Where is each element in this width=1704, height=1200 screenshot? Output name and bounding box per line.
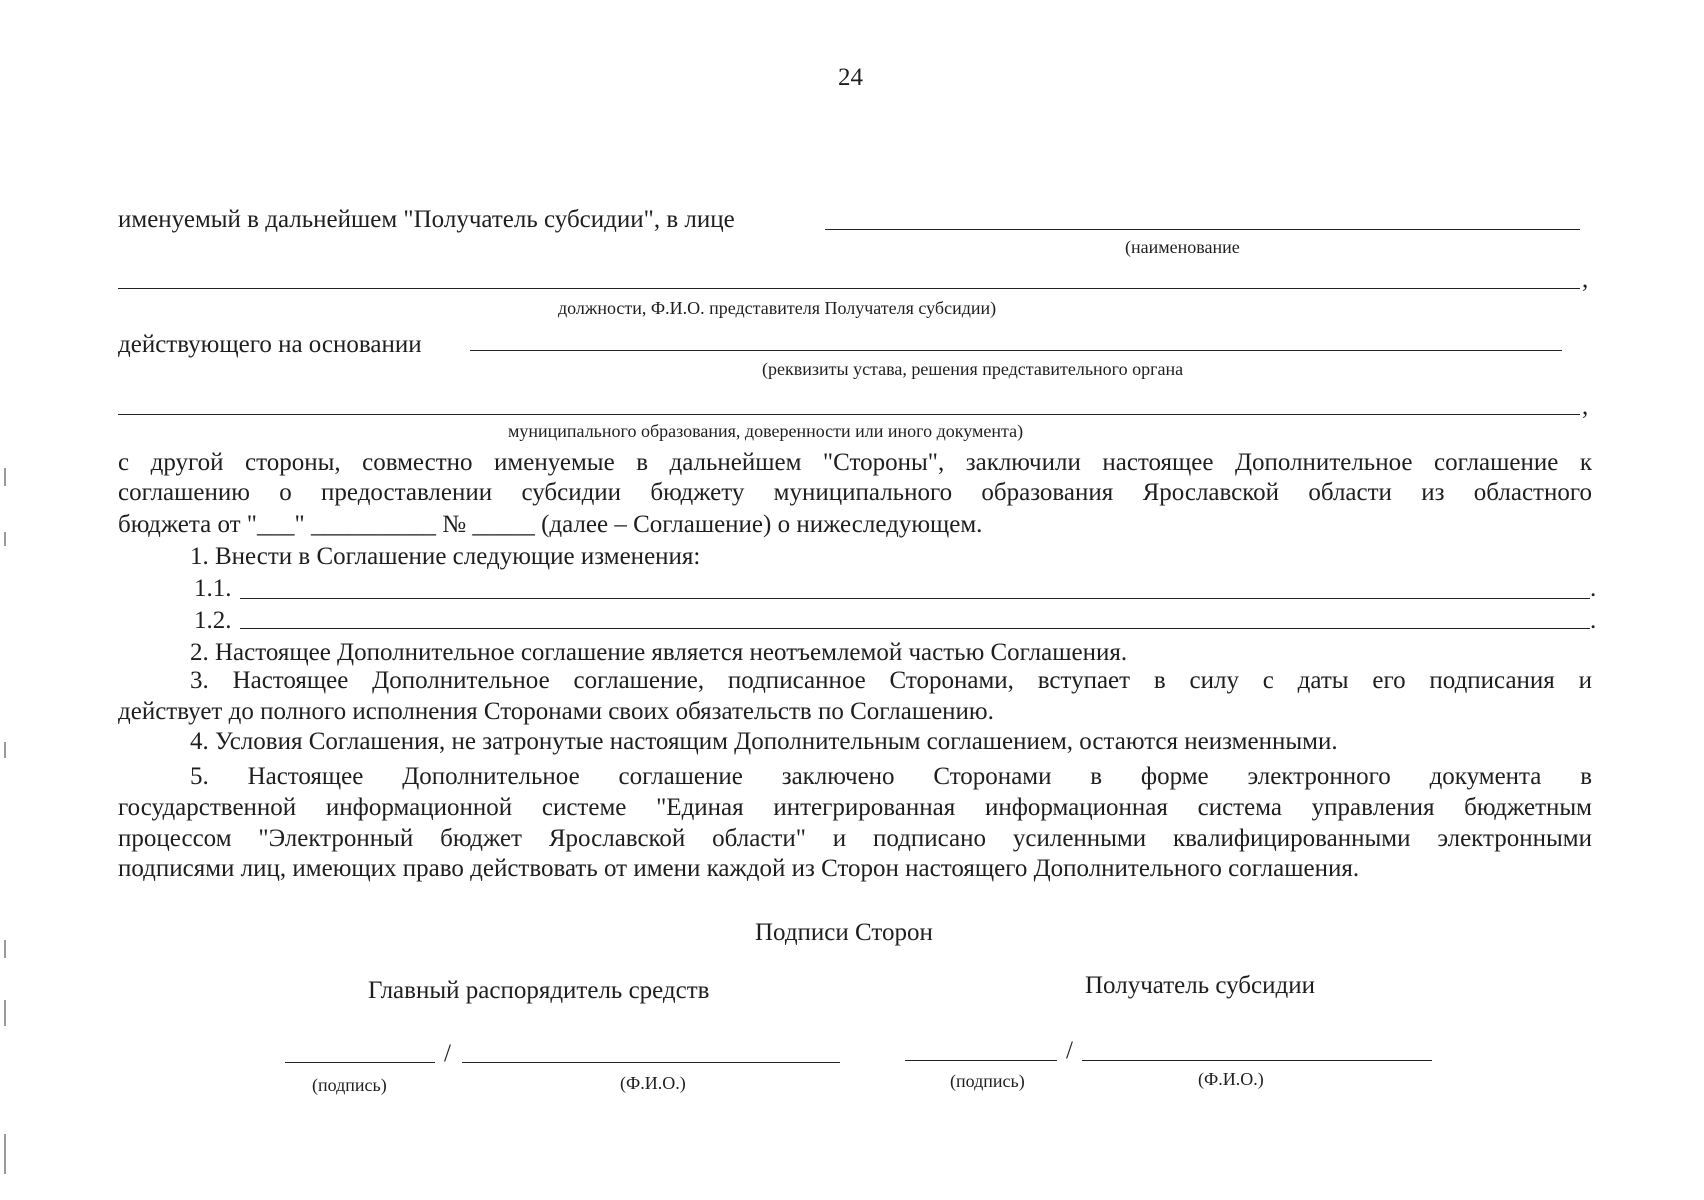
item-1-2-label: 1.2. xyxy=(194,607,232,634)
note-naimenovanie: (наименование xyxy=(1125,237,1240,257)
left-fio-label: (Ф.И.О.) xyxy=(620,1073,686,1093)
item-1-2-line xyxy=(240,628,1590,629)
intro-line-3: бюджета от "___" __________ № _____ (далее – Соглашение) о нижеследующем. xyxy=(118,511,983,538)
end-dot: . xyxy=(1590,575,1597,602)
note-position-fio: должности, Ф.И.О. представителя Получателя субсидии) xyxy=(558,298,997,318)
end-dot: . xyxy=(1590,607,1597,634)
comma-mark: , xyxy=(1582,393,1589,420)
page-number: 24 xyxy=(838,64,863,91)
item-5-line-2: государственной информационной системе "Единая интегрированная информационная система управления бюджетным xyxy=(118,794,1592,821)
left-party-title: Главный распорядитель средств xyxy=(368,977,710,1004)
basis-details-line xyxy=(470,350,1562,351)
item-1-1-line xyxy=(240,598,1590,599)
representative-position-line xyxy=(118,288,1580,289)
note-municipal-document: муниципального образования, доверенности или иного документа) xyxy=(508,421,1024,441)
item-2: 2. Настоящее Дополнительное соглашение является неотъемлемой частью Соглашения. xyxy=(190,639,1128,666)
signatures-title: Подписи Сторон xyxy=(755,919,933,946)
scan-edge-mark xyxy=(4,468,6,486)
comma-mark: , xyxy=(1582,266,1589,293)
representative-name-line xyxy=(825,229,1580,230)
right-fio-line xyxy=(1082,1060,1432,1061)
item-4: 4. Условия Соглашения, не затронутые настоящим Дополнительным соглашением, остаются неизменными. xyxy=(190,728,1338,755)
right-fio-label: (Ф.И.О.) xyxy=(1198,1069,1264,1089)
scan-edge-mark xyxy=(4,1000,6,1026)
item-1-1-label: 1.1. xyxy=(194,575,232,602)
right-slash: / xyxy=(1066,1037,1073,1064)
right-party-title: Получатель субсидии xyxy=(1085,972,1315,999)
left-slash: / xyxy=(444,1040,451,1067)
left-signature-label: (подпись) xyxy=(312,1075,387,1095)
scan-edge-mark xyxy=(4,940,6,958)
basis-document-line xyxy=(118,414,1580,415)
left-fio-line xyxy=(462,1062,840,1063)
scan-edge-mark xyxy=(4,532,6,546)
item-5-line-3: процессом "Электронный бюджет Ярославской области" и подписано усиленными квалифицированными электронными xyxy=(118,825,1592,852)
note-charter-details: (реквизиты устава, решения представительного органа xyxy=(762,359,1184,379)
item-3-line-2: действует до полного исполнения Сторонами своих обязательств по Соглашению. xyxy=(118,698,994,725)
recipient-intro-text: именуемый в дальнейшем "Получатель субсидии", в лице xyxy=(118,206,735,233)
right-signature-label: (подпись) xyxy=(950,1071,1025,1091)
item-3-line-1: 3. Настоящее Дополнительное соглашение, подписанное Сторонами, вступает в силу с даты его подписания и xyxy=(190,667,1592,694)
item-1: 1. Внести в Соглашение следующие изменения: xyxy=(190,543,701,570)
acting-basis-text: действующего на основании xyxy=(118,331,422,358)
item-5-line-1: 5. Настоящее Дополнительное соглашение заключено Сторонами в форме электронного документа в xyxy=(190,763,1592,790)
scan-edge-mark xyxy=(4,1134,6,1174)
intro-line-1: с другой стороны, совместно именуемые в дальнейшем "Стороны", заключили настоящее Дополнительное соглашение к xyxy=(118,449,1592,476)
intro-line-2: соглашению о предоставлении субсидии бюджету муниципального образования Ярославской области из областного xyxy=(118,479,1592,506)
right-signature-line xyxy=(905,1060,1057,1061)
left-signature-line xyxy=(285,1062,435,1063)
item-5-line-4: подписями лиц, имеющих право действовать от имени каждой из Сторон настоящего Дополнительного соглашения. xyxy=(118,855,1360,882)
scan-edge-mark xyxy=(4,742,6,758)
